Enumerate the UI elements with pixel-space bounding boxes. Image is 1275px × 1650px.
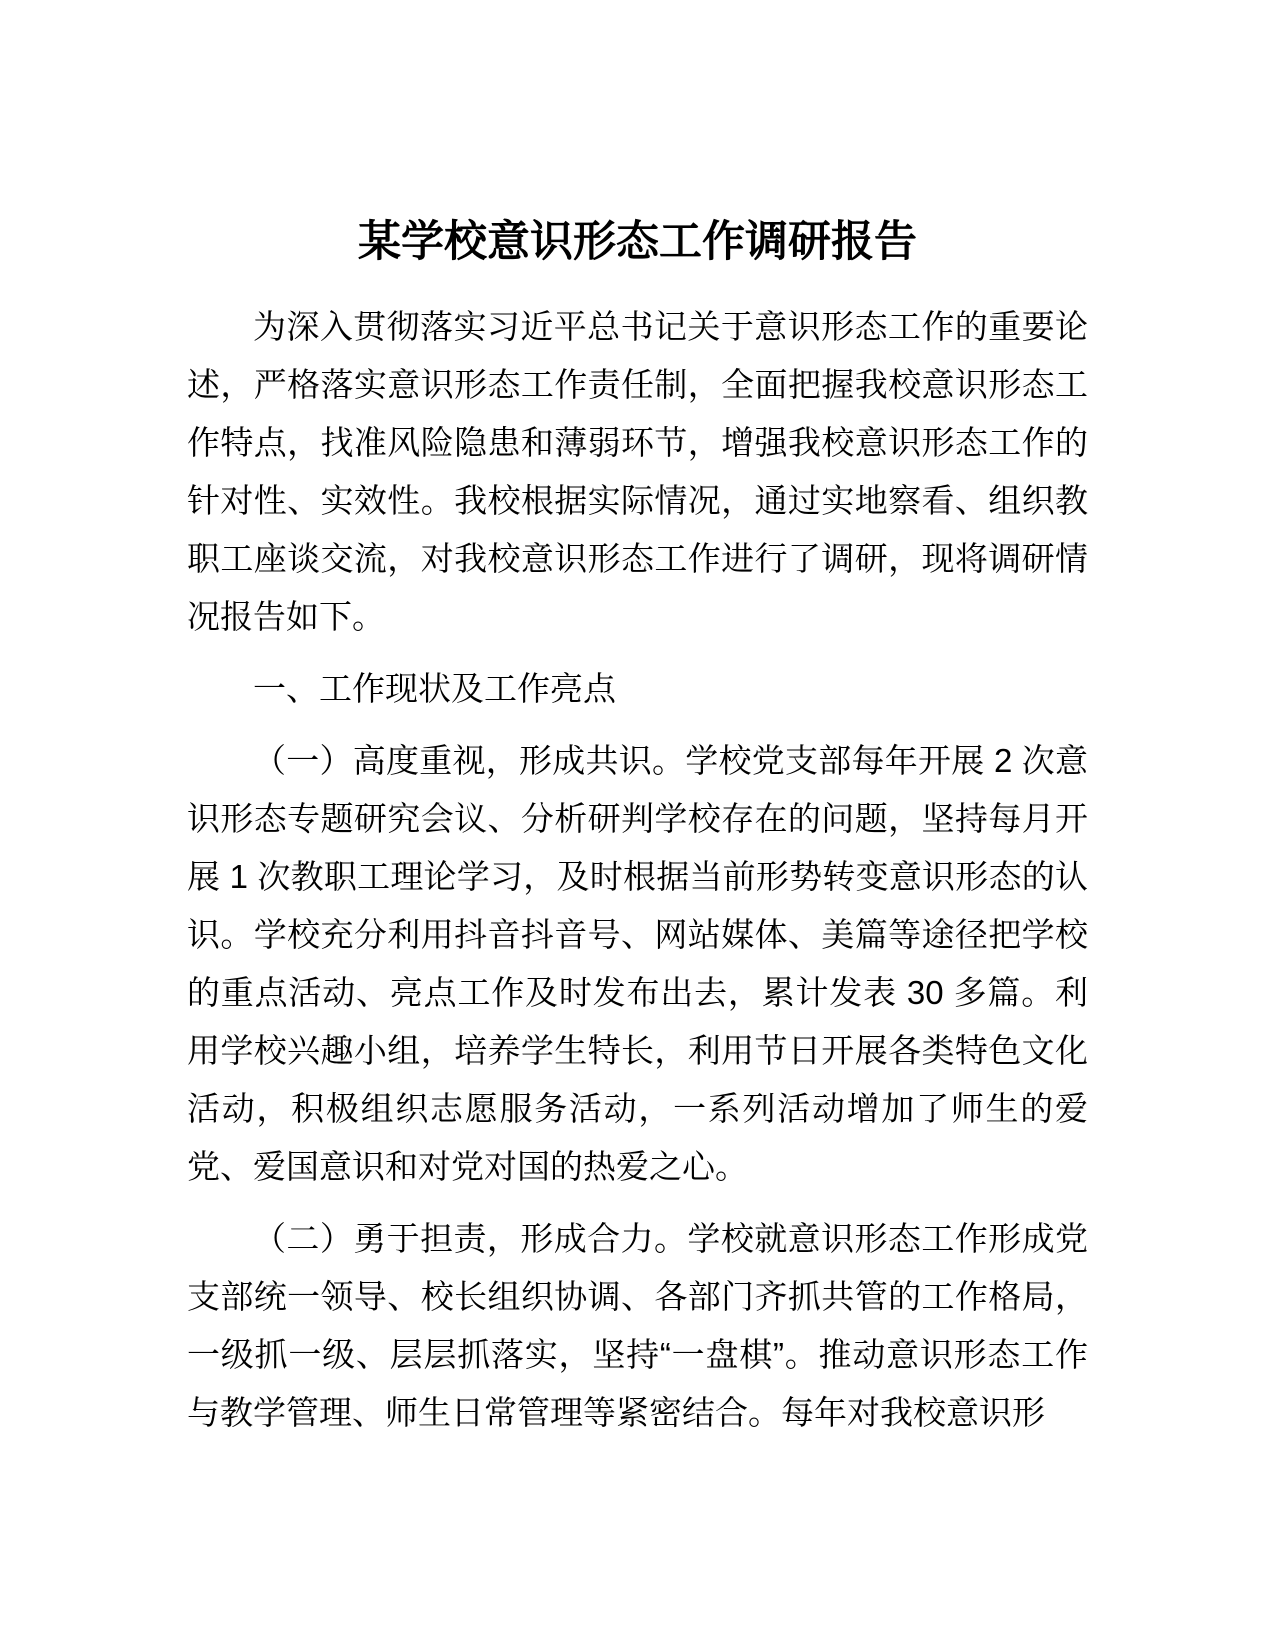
section-heading-1: 一、工作现状及工作亮点: [253, 670, 616, 707]
paragraph-point-1: （一）高度重视，形成共识。学校党支部每年开展 2 次意识形态专题研究会议、分析研判学校存在的问题，坚持每月开展 1 次教职工理论学习，及时根据当前形势转变意识形态的认识。学校充分利用抖音抖音号、网站媒体、美篇等途径把学校的重点活动、亮点工作及时发布出去，累计发表 30 多篇。利用学校兴趣小组，培养学生特长，利用节日开展各类特色文化活动，积极组织志愿服务活动，一系列活动增加了师生的爱党、爱国意识和对党对国的热爱之心。: [187, 742, 1088, 1185]
paragraph-intro: 为深入贯彻落实习近平总书记关于意识形态工作的重要论述，严格落实意识形态工作责任制，全面把握我校意识形态工作特点，找准风险隐患和薄弱环节，增强我校意识形态工作的针对性、实效性。我校根据实际情况，通过实地察看、组织教职工座谈交流，对我校意识形态工作进行了调研，现将调研情况报告如下。: [187, 308, 1088, 635]
document-title: 某学校意识形态工作调研报告: [358, 218, 917, 266]
paragraph-point-2: （二）勇于担责，形成合力。学校就意识形态工作形成党支部统一领导、校长组织协调、各部门齐抓共管的工作格局，一级抓一级、层层抓落实，坚持“一盘棋”。推动意识形态工作与教学管理、师生日常管理等紧密结合。每年对我校意识形: [187, 1220, 1088, 1431]
